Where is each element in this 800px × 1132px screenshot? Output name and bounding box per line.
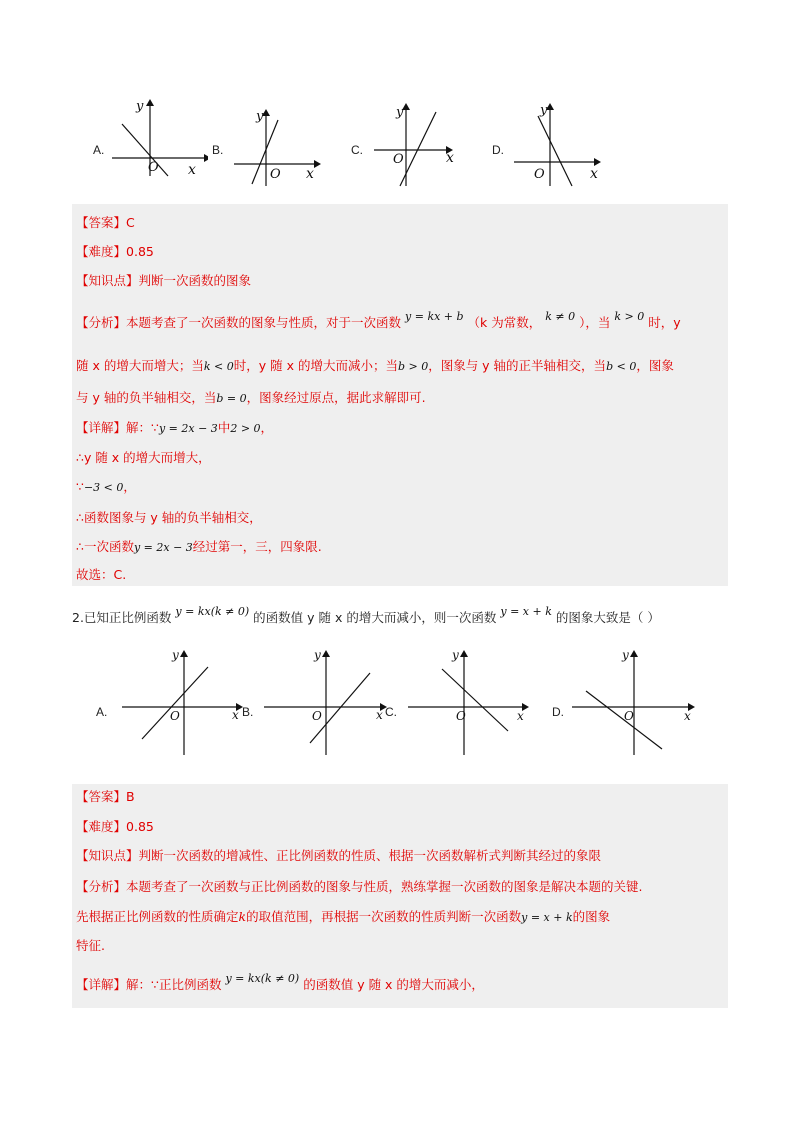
x-axis-label: x — [590, 166, 598, 182]
q2-graph-a — [118, 645, 248, 757]
detail-text: 解：∵正比例函数 — [126, 977, 222, 992]
x-axis-label: x — [517, 709, 524, 723]
y-axis-label: y — [622, 648, 629, 662]
detail-text: ， — [260, 420, 274, 435]
detail-line-6: 故选：C. — [76, 567, 127, 582]
x-axis-label: x — [376, 708, 383, 722]
q1-graph-d — [510, 98, 606, 188]
answer-tag: 【答案】 — [76, 215, 127, 230]
question-2-text — [72, 605, 660, 626]
analysis-line-1 — [76, 310, 681, 333]
detail-text: ∴一次函数 — [76, 539, 134, 554]
math-formula: y = kx(k ≠ 0) — [175, 605, 250, 618]
math-formula: k > 0 — [614, 310, 645, 323]
math-formula: 2 > 0 — [230, 422, 261, 435]
detail-line-3 — [76, 478, 136, 497]
origin-label: O — [393, 152, 404, 167]
q1-option-c-label: C. — [351, 143, 363, 157]
analysis-tag: 【分析】 — [76, 315, 127, 330]
math-formula: b < 0 — [606, 360, 637, 373]
origin-label: O — [534, 167, 545, 182]
analysis-text: 本题考查了一次函数与正比例函数的图象与性质，熟练掌握一次函数的图象是解决本题的关键. — [126, 879, 643, 894]
origin-label: O — [312, 709, 322, 723]
analysis-text: （k 为常数， — [467, 315, 542, 330]
q2-graph-c — [404, 645, 534, 757]
y-axis-label: y — [256, 109, 264, 124]
y-axis-label: y — [396, 105, 404, 120]
answer-value: C — [126, 215, 135, 230]
analysis-text: 的取值范围，再根据一次函数的性质判断一次函数 — [246, 909, 522, 924]
q1-option-d-label: D. — [492, 143, 504, 157]
detail-text: 中 — [217, 420, 231, 435]
detail-text: 的函数值 y 随 x 的增大而减小， — [303, 977, 484, 992]
analysis-line-2 — [76, 908, 610, 927]
origin-label: O — [270, 167, 281, 182]
analysis-text: ，图象与 y 轴的正半轴相交，当 — [428, 358, 607, 373]
detail-text: ， — [123, 479, 136, 494]
y-axis-label: y — [136, 99, 144, 114]
detail-text: ∵ — [76, 479, 84, 494]
difficulty-line — [76, 818, 154, 836]
y-axis-label: y — [540, 103, 548, 118]
analysis-line-3: 特征. — [76, 938, 105, 953]
detail-line-4: ∴函数图象与 y 轴的负半轴相交， — [76, 510, 262, 525]
analysis-text: 与 y 轴的负半轴相交，当 — [76, 390, 217, 405]
answer-box-1 — [72, 204, 728, 586]
q1-graph-c — [366, 98, 462, 188]
analysis-text: 的图象 — [572, 909, 611, 924]
q2-option-b-label: B. — [242, 705, 254, 719]
detail-line-5 — [76, 538, 322, 557]
detail-line-2: ∴y 随 x 的增大而增大， — [76, 450, 211, 465]
analysis-text: 时，y 随 x 的增大而减小；当 — [233, 358, 398, 373]
knowledge-line — [76, 272, 251, 290]
question-text: 2.已知正比例函数 — [72, 610, 172, 625]
math-formula: y = x + k — [521, 911, 573, 924]
x-axis-label: x — [232, 708, 239, 722]
origin-label: O — [456, 709, 466, 723]
q1-graph-b — [230, 104, 322, 188]
math-formula: k — [238, 909, 247, 924]
y-axis-label: y — [314, 648, 321, 662]
detail-tag: 【详解】 — [76, 420, 127, 435]
analysis-tag: 【分析】 — [76, 879, 127, 894]
q1-option-b-label: B. — [212, 143, 224, 157]
q2-option-a-label: A. — [96, 705, 108, 719]
x-axis-label: x — [306, 166, 314, 182]
math-formula: −3 < 0 — [83, 481, 124, 494]
answer-tag: 【答案】 — [76, 789, 127, 804]
q2-graph-b — [262, 645, 392, 757]
math-formula: k < 0 — [203, 360, 234, 373]
answer-value: B — [126, 789, 135, 804]
difficulty-tag: 【难度】 — [76, 244, 127, 259]
analysis-text: 时，y — [648, 315, 681, 330]
q2-option-d-label: D. — [552, 705, 564, 719]
q1-option-a-label: A. — [93, 143, 105, 157]
question-text: 的图象大致是（ ） — [555, 610, 660, 625]
math-formula: y = kx + b — [405, 310, 464, 323]
difficulty-line — [76, 243, 154, 261]
q2-option-c-label: C. — [385, 705, 397, 719]
math-formula: y = 2x − 3 — [158, 422, 218, 435]
knowledge-line — [76, 847, 601, 865]
analysis-text: 本题考查了一次函数的图象与性质，对于一次函数 — [126, 315, 402, 330]
math-formula: y = kx(k ≠ 0) — [225, 972, 300, 985]
analysis-text: ，图象 — [636, 358, 674, 373]
origin-label: O — [148, 160, 159, 175]
difficulty-value: 0.85 — [126, 819, 154, 834]
y-axis-label: y — [172, 648, 179, 662]
analysis-text: ），当 — [579, 315, 611, 330]
q2-graph-d — [570, 645, 700, 757]
origin-label: O — [170, 709, 180, 723]
detail-text: 经过第一，三，四象限. — [192, 539, 322, 554]
answer-box-2 — [72, 784, 728, 1008]
detail-line-1 — [76, 972, 484, 995]
difficulty-value: 0.85 — [126, 244, 154, 259]
question-text: 的函数值 y 随 x 的增大而减小，则一次函数 — [253, 610, 497, 625]
x-axis-label: x — [684, 709, 691, 723]
detail-text: 解：∵ — [126, 420, 159, 435]
x-axis-label: x — [446, 150, 454, 166]
math-formula: b > 0 — [397, 360, 429, 373]
knowledge-tag: 【知识点】 — [76, 273, 139, 288]
difficulty-tag: 【难度】 — [76, 819, 127, 834]
answer-line — [76, 214, 135, 232]
y-axis-label: y — [452, 648, 459, 662]
math-formula: y = 2x − 3 — [133, 541, 193, 554]
origin-label: O — [624, 709, 634, 723]
analysis-text: 先根据正比例函数的性质确定 — [76, 909, 239, 924]
knowledge-value: 判断一次函数的增减性、正比例函数的性质、根据一次函数解析式判断其经过的象限 — [138, 848, 602, 863]
answer-line — [76, 788, 135, 806]
math-formula: b = 0 — [216, 392, 247, 405]
math-formula: k ≠ 0 — [545, 310, 576, 323]
knowledge-value: 判断一次函数的图象 — [138, 273, 252, 288]
detail-line-1 — [76, 419, 273, 438]
analysis-line-1 — [76, 878, 643, 896]
knowledge-tag: 【知识点】 — [76, 848, 139, 863]
analysis-line-2 — [76, 357, 674, 376]
analysis-text: 随 x 的增大而增大；当 — [76, 358, 204, 373]
x-axis-label: x — [188, 162, 196, 178]
detail-tag: 【详解】 — [76, 977, 127, 992]
math-formula: y = x + k — [500, 605, 552, 618]
analysis-text: ，图象经过原点，据此求解即可. — [246, 390, 426, 405]
q1-graph-a — [108, 96, 208, 180]
analysis-line-3 — [76, 389, 426, 408]
